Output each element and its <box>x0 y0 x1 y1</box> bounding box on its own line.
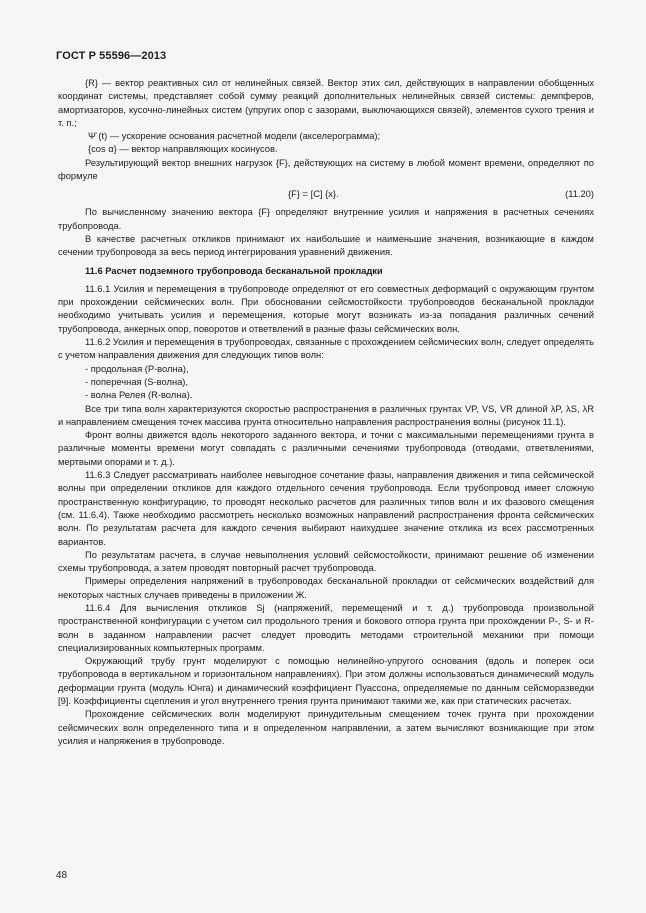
page-number: 48 <box>56 870 68 881</box>
list-item: - волна Релея (R-волна). <box>85 390 193 401</box>
paragraph: Фронт волны движется вдоль некоторого заданного вектора, и точки с максимальными перемещениями грунта в различные моменты времени могут совпадать с различными сечениями трубопровода (отводами, ответвлениями, мертвыми опорами и т. д.). <box>58 430 594 467</box>
paragraph: Все три типа волн характеризуются скоростью распространения в различных грунтах VP, VS, VR длиной λP, λS, λR и направлением смещения точек массива грунта относительно направления распространения волны (рисунок 11.1). <box>58 403 594 427</box>
paragraph: {R} — вектор реактивных сил от нелинейных связей. Вектор этих сил, действующих в направлении обобщенных координат системы, представляет собой сумму реакций дополнительных нелинейных связей системы: демпферов, амортизаторов, кусочно-линейных систем (упругих опор с зазорами, выключающихся связей), элементов сухого трения и т. п.; <box>58 78 594 128</box>
formula-number: (11.20) <box>565 189 594 200</box>
paragraph: 11.6.1 Усилия и перемещения в трубопроводе определяют от его совместных деформаций с окружающим грунтом при прохождении сейсмических волн. При обосновании сейсмостойкости трубопроводов бесканальной прокладки необходимо учитывать усилия и перемещения, которые могут возникать из-за попадания различных сечений трубопровода, анкерных опор, поворотов и ответвлений в разные фазы сейсмических волн. <box>58 283 594 334</box>
standard-header: ГОСТ Р 55596—2013 <box>56 50 167 62</box>
paragraph: Примеры определения напряжений в трубопроводах бесканальной прокладки от сейсмических воздействий для некоторых частных случаев приведены в приложении Ж. <box>58 576 594 600</box>
paragraph: 11.6.3 Следует рассматривать наиболее невыгодное сочетание фазы, направления движения и типа сейсмической волны при определении откликов для каждого отдельного сечения трубопровода. Если трубопровод имеет сложную пространственную конфигурацию, то проводят несколько расчетов для различных типов волн и их фазового смещения (см. 11.6.4). Также необходимо рассмотреть несколько возможных направлений распространения фронта сейсмических волн. По результатам расчета для каждого сечения выбирают наихудшее значение отклика из всех рассмотренных вариантов. <box>58 470 594 547</box>
list-item: - поперечная (S-волна), <box>85 376 189 387</box>
paragraph: 11.6.4 Для вычисления откликов Sj (напряжений, перемещений и т. д.) трубопровода произвольной пространственной конфигурации с учетом сил продольного трения и бокового отпора грунта при прохождении P-, S- и R-волн в заданном направлении расчет следует проводить методами строительной механики при помощи специализированных компьютерных программ. <box>58 602 594 653</box>
section-heading: 11.6 Расчет подземного трубопровода бесканальной прокладки <box>85 265 383 276</box>
paragraph: По результатам расчета, в случае невыполнения условий сейсмостойкости, принимают решение об изменении схемы трубопровода, а затем проводят повторный расчет трубопровода. <box>58 549 594 574</box>
paragraph: Окружающий трубу грунт моделируют с помощью нелинейно-упругого основания (вдоль и поперек оси трубопровода в вертикальном и горизонтальном направлениях). При этом должны использоваться динамический модуль деформации грунта (модуль Юнга) и динамический коэффициент Пуассона, определяемые по данным сейсморазведки [9]. Коэффициенты сцепления и угол внутреннего трения грунта принимают такими же, как при статических расчетах. <box>58 656 594 707</box>
paragraph: Результирующий вектор внешних нагрузок {F}, действующих на систему в любой момент времени, определяют по формуле <box>58 157 594 182</box>
paragraph: {cos α} — вектор направляющих косинусов. <box>88 144 278 155</box>
paragraph: Прохождение сейсмических волн моделируют принудительным смещением точек грунта при прохождении сейсмических волн определенного типа и в определенном направлении, а затем вычисляют возникающие при этом усилия и напряжения в трубопроводе. <box>58 709 594 746</box>
list-item: - продольная (P-волна), <box>85 363 189 374</box>
document-body <box>58 77 594 748</box>
formula-row <box>58 186 594 204</box>
formula: {F} = [C] {x}. <box>288 189 339 200</box>
paragraph: В качестве расчетных откликов принимают их наибольшие и наименьшие значения, возникающие в каждом сечении трубопровода за весь период интегрирования уравнений движения. <box>58 233 594 258</box>
paragraph: По вычисленному значению вектора {F} определяют внутренние усилия и напряжения в расчетных сечениях трубопровода. <box>58 207 594 231</box>
paragraph: 11.6.2 Усилия и перемещения в трубопроводах, связанные с прохождением сейсмических волн, следует определять с учетом направления движения для следующих типов волн: <box>58 337 594 361</box>
paragraph: Ψ̈ (t) — ускорение основания расчетной модели (акселерограмма); <box>88 131 381 142</box>
